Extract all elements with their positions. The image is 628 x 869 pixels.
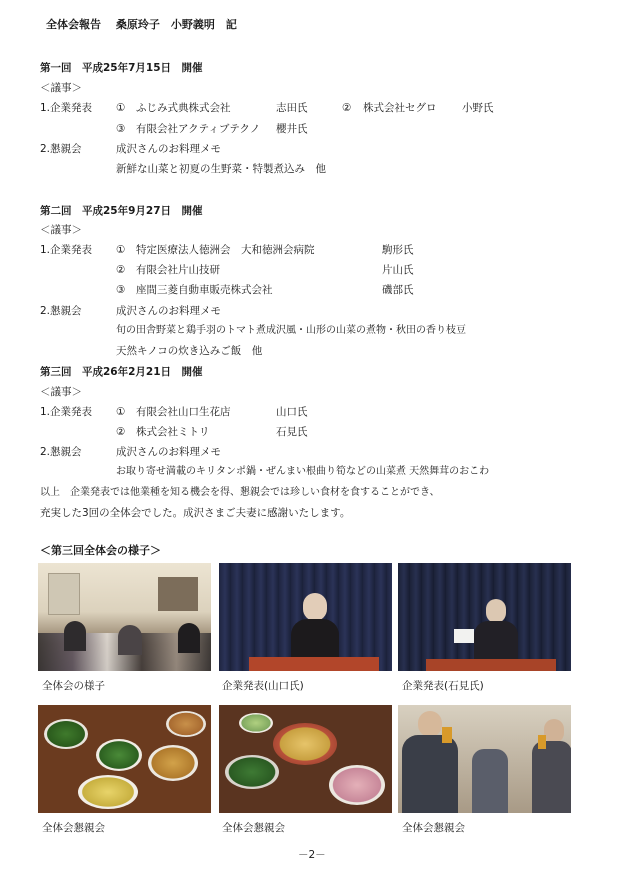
meeting1-social-line2: 新鮮な山菜と初夏の生野菜・特製煮込み 他 (116, 163, 326, 175)
caption-social-2: 全体会懇親会 (222, 822, 285, 834)
caption-social-1: 全体会懇親会 (42, 822, 105, 834)
meeting2-row2-person: 片山氏 (382, 264, 414, 276)
food-plates-photo-2 (219, 705, 392, 813)
meeting3-row1-person: 山口氏 (276, 406, 308, 418)
meeting1-row1b-person: 小野氏 (462, 102, 494, 114)
meeting2-row1-num: ① (116, 244, 126, 256)
meeting2-agenda-heading: ＜議事＞ (40, 224, 82, 236)
meeting1-item2-label: 2.懇親会 (40, 143, 82, 155)
food-plates-photo-1 (38, 705, 211, 813)
caption-speaker-iwami: 企業発表(石見氏) (402, 680, 484, 692)
meeting3-title: 第三回 平成26年2月21日 開催 (40, 366, 203, 378)
meeting1-social-line1: 成沢さんのお料理メモ (116, 143, 221, 155)
meeting2-item1-label: 1.企業発表 (40, 244, 93, 256)
gallery-title: ＜第三回全体会の様子＞ (40, 544, 161, 557)
meeting3-row2-company: 株式会社ミトリ (136, 426, 210, 438)
meeting2-title: 第二回 平成25年9月27日 開催 (40, 205, 203, 217)
meeting3-row1-company: 有限会社山口生花店 (136, 406, 231, 418)
meeting1-row1b-num: ② (342, 102, 352, 114)
meeting3-row2-person: 石見氏 (276, 426, 308, 438)
meeting2-social-line3: 天然キノコの炊き込みご飯 他 (116, 345, 263, 357)
meeting3-agenda-heading: ＜議事＞ (40, 386, 82, 398)
meeting1-row1b-company: 株式会社セグロ (363, 102, 437, 114)
meeting1-row2-company: 有限会社アクティブテクノ (136, 123, 261, 135)
meeting2-row1-person: 駒形氏 (382, 244, 414, 256)
meeting2-row3-num: ③ (116, 284, 126, 296)
caption-meeting: 全体会の様子 (42, 680, 105, 692)
meeting1-row1-company: ふじみ式典株式会社 (136, 102, 231, 114)
meeting3-item2-label: 2.懇親会 (40, 446, 82, 458)
caption-speaker-yamaguchi: 企業発表(山口氏) (222, 680, 304, 692)
meeting2-row2-num: ② (116, 264, 126, 276)
meeting2-row3-company: 座間三菱自動車販売株式会社 (136, 284, 273, 296)
summary-line2: 充実した3回の全体会でした。成沢さまご夫妻に感謝いたします。 (40, 507, 351, 519)
summary-line1: 以上 企業発表では他業種を知る機会を得、懇親会では珍しい食材を食することができ、 (40, 487, 440, 498)
page-number: －2－ (298, 849, 326, 861)
meeting3-item1-label: 1.企業発表 (40, 406, 93, 418)
meeting1-item1-label: 1.企業発表 (40, 102, 93, 114)
meeting1-row1-person: 志田氏 (276, 102, 308, 114)
meeting3-social-line1: 成沢さんのお料理メモ (116, 446, 221, 458)
meeting2-social-line1: 成沢さんのお料理メモ (116, 305, 221, 317)
meeting3-row1-num: ① (116, 406, 126, 418)
meeting2-row2-company: 有限会社片山技研 (136, 264, 220, 276)
meeting-room-photo (38, 563, 211, 671)
meeting3-social-line2: お取り寄せ満載のキリタンポ鍋・ぜんまい根曲り筍などの山菜煮 天然舞茸のおこわ (116, 466, 490, 477)
speaker-iwami-photo (398, 563, 571, 671)
meeting3-row2-num: ② (116, 426, 126, 438)
meeting2-row1-company: 特定医療法人徳洲会 大和徳洲会病院 (136, 244, 315, 256)
meeting1-title: 第一回 平成25年7月15日 開催 (40, 62, 203, 74)
speaker-yamaguchi-photo (219, 563, 392, 671)
caption-social-3: 全体会懇親会 (402, 822, 465, 834)
meeting2-item2-label: 2.懇親会 (40, 305, 82, 317)
meeting2-row3-person: 磯部氏 (382, 284, 414, 296)
meeting1-agenda-heading: ＜議事＞ (40, 82, 82, 94)
meeting1-row1-num: ① (116, 102, 126, 114)
meeting1-row2-person: 櫻井氏 (276, 123, 308, 135)
meeting1-row2-num: ③ (116, 123, 126, 135)
report-header: 全体会報告 桑原玲子 小野義明 記 (46, 18, 237, 31)
meeting2-social-line2: 旬の田舎野菜と鶏手羽のトマト煮成沢風・山形の山菜の煮物・秋田の香り枝豆 (116, 325, 466, 336)
toast-photo (398, 705, 571, 813)
